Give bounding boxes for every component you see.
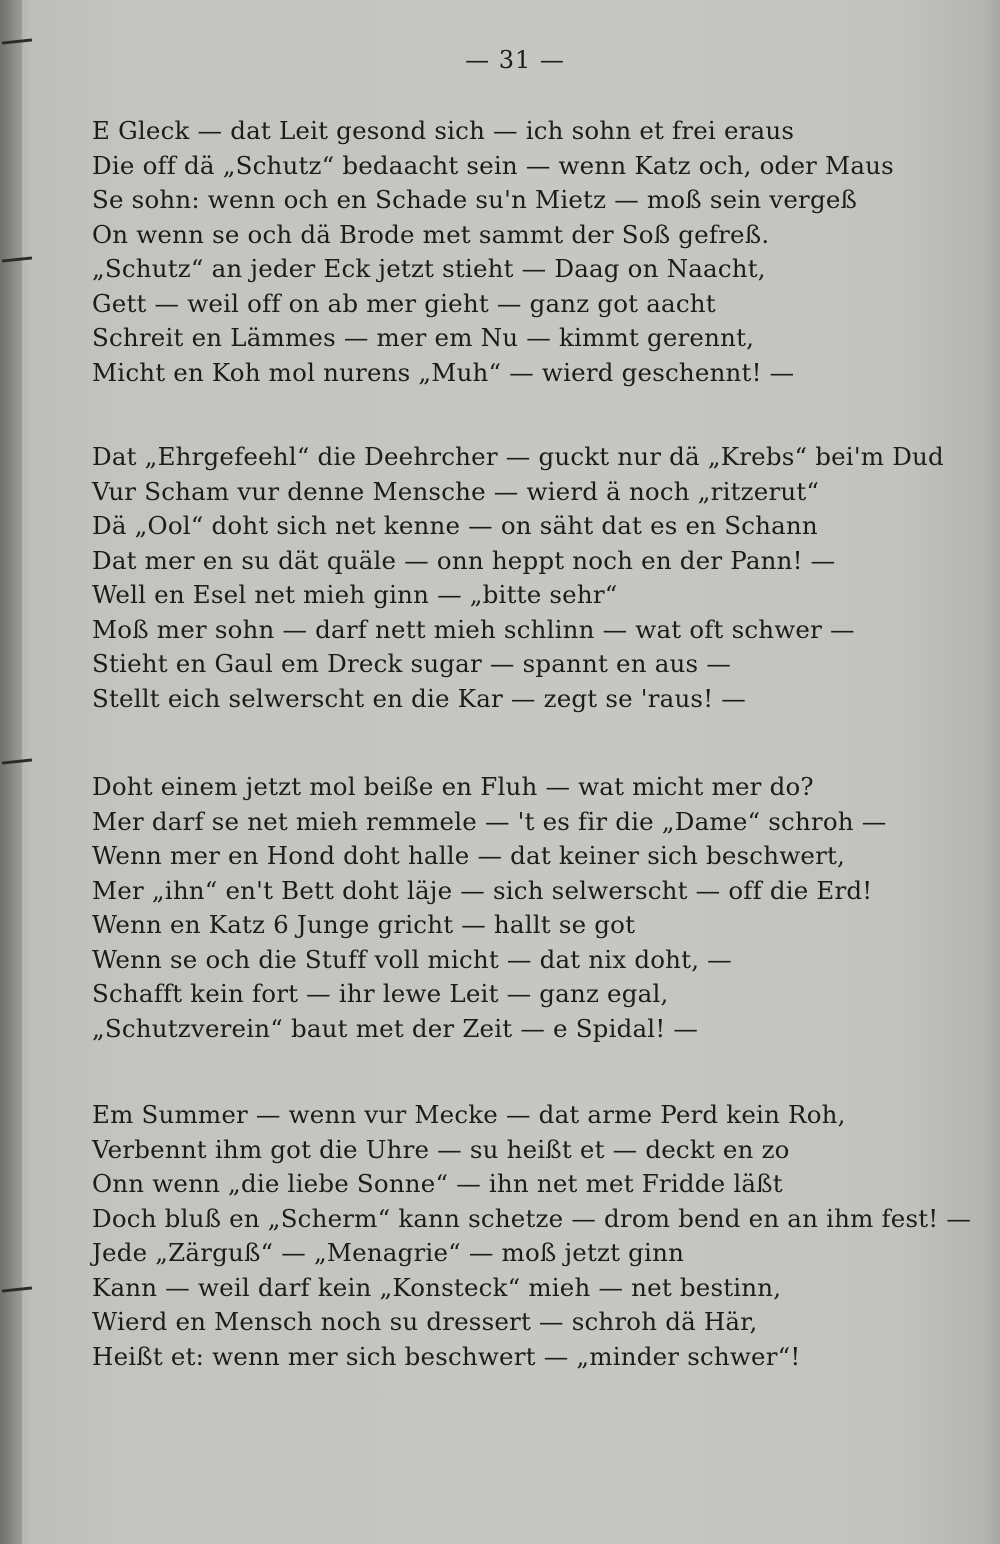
verse-line: Dat „Ehrgefeehl“ die Deehrcher — guckt nur dä „Krebs“ bei'm Dud [92, 442, 944, 471]
verse-line: Stellt eich selwerscht en die Kar — zegt se 'raus! — [92, 683, 746, 713]
verse-line: Stieht en Gaul em Dreck sugar — spannt en aus — [92, 649, 731, 678]
stanza-3 [92, 770, 972, 1046]
stanza-1 [92, 114, 972, 390]
verse-line: Gett — weil off on ab mer gieht — ganz got aacht [92, 288, 716, 318]
verse-line: Schafft kein fort — ihr lewe Leit — ganz egal, [92, 979, 669, 1008]
verse-line: Well en Esel net mieh ginn — „bitte sehr“ [92, 580, 618, 609]
verse-line: Wenn en Katz 6 Junge gricht — hallt se got [92, 910, 636, 939]
verse-line: Se sohn: wenn och en Schade su'n Mietz — moß sein vergeß [92, 185, 858, 214]
verse-line: Schreit en Lämmes — mer em Nu — kimmt gerennt, [92, 323, 755, 352]
verse-line: E Gleck — dat Leit gesond sich — ich sohn et frei eraus [92, 116, 795, 145]
verse-line: Heißt et: wenn mer sich beschwert — „minder schwer“! [92, 1341, 801, 1371]
verse-line: Onn wenn „die liebe Sonne“ — ihn net met Fridde läßt [92, 1169, 783, 1198]
verse-line: Verbennt ihm got die Uhre — su heißt et — deckt en zo [92, 1134, 790, 1164]
verse-line: Dä „Ool“ doht sich net kenne — on säht dat es en Schann [92, 511, 818, 540]
verse-line: Mer „ihn“ en't Bett doht läje — sich selwerscht — off die Erd! [92, 875, 873, 905]
stanza-spacer [92, 1046, 972, 1098]
verse-line: Wenn se och die Stuff voll micht — dat nix doht, — [92, 944, 732, 974]
verse-line: Die off dä „Schutz“ bedaacht sein — wenn Katz och, oder Maus [92, 150, 894, 180]
verse-line: Moß mer sohn — darf nett mieh schlinn — wat oft schwer — [92, 614, 855, 644]
verse-line: Vur Scham vur denne Mensche — wierd ä noch „ritzerut“ [92, 476, 820, 506]
verse-line: Micht en Koh mol nurens „Muh“ — wierd geschennt! — [92, 357, 795, 387]
verse-line: Dat mer en su dät quäle — onn heppt noch en der Pann! — [92, 545, 836, 575]
verse-line: Wierd en Mensch noch su dressert — schroh dä Här, [92, 1307, 758, 1336]
verse-line: „Schutzverein“ baut met der Zeit — e Spidal! — [92, 1013, 699, 1043]
stanza-spacer [92, 716, 972, 770]
page-number: — 31 — [465, 46, 565, 74]
stanza-spacer [92, 390, 972, 440]
verse-line: Mer darf se net mieh remmele — 't es fir die „Dame“ schroh — [92, 806, 887, 836]
verse-line: Jede „Zärguß“ — „Menagrie“ — moß jetzt ginn [92, 1238, 685, 1267]
verse-line: Kann — weil darf kein „Konsteck“ mieh — net bestinn, [92, 1272, 782, 1302]
stanza-4 [92, 1098, 972, 1374]
verse-line: „Schutz“ an jeder Eck jetzt stieht — Daag on Naacht, [92, 254, 766, 283]
verse-line: Wenn mer en Hond doht halle — dat keiner sich beschwert, [92, 841, 846, 870]
book-binding-edge [0, 0, 22, 1544]
poem-text [92, 114, 972, 1374]
stanza-2 [92, 440, 972, 716]
verse-line: Em Summer — wenn vur Mecke — dat arme Perd kein Roh, [92, 1100, 846, 1129]
verse-line: Doht einem jetzt mol beiße en Fluh — wat micht mer do? [92, 772, 814, 801]
verse-line: Doch bluß en „Scherm“ kann schetze — drom bend en an ihm fest! — [92, 1203, 972, 1233]
verse-line: On wenn se och dä Brode met sammt der Soß gefreß. [92, 219, 770, 249]
